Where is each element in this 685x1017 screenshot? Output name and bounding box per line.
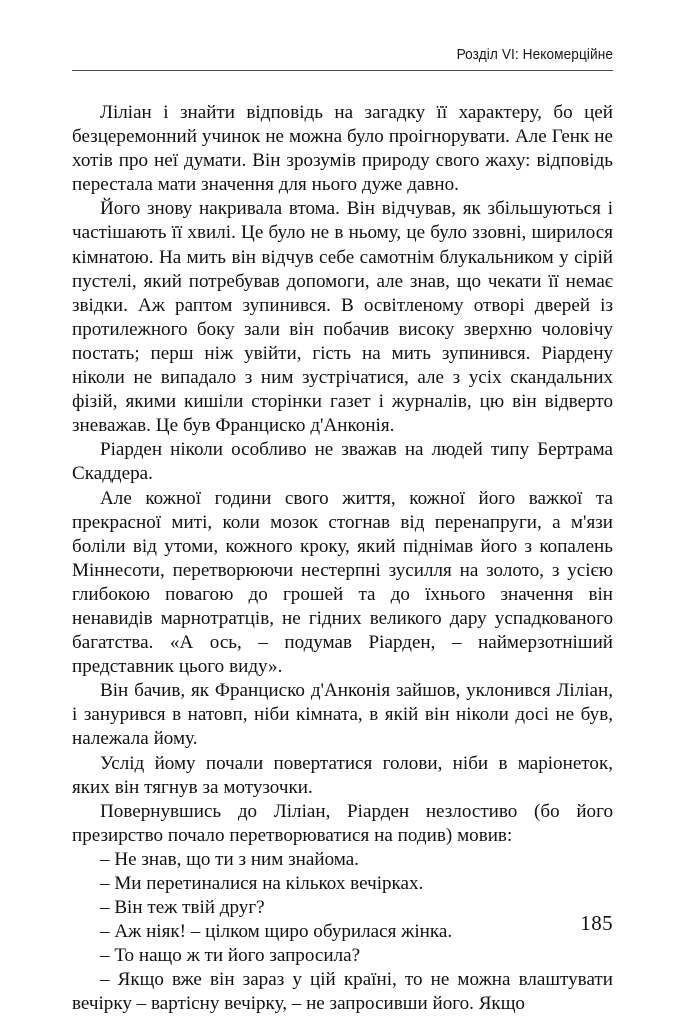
paragraph: Ріарден ніколи особливо не зважав на людей типу Бертрама Скаддера.: [72, 439, 613, 485]
running-header-title: Розділ VI: Некомерційне: [456, 47, 613, 63]
paragraph: Він бачив, як Франциско д'Анконія зайшов, уклонився Ліліан, і занурився в натовп, ніби кімната, в якій він ніколи досі не був, належала йому.: [72, 680, 613, 750]
page-number: 185: [580, 911, 613, 935]
dialogue-line: – Він теж твій друг?: [100, 897, 265, 919]
dialogue-line: – Не знав, що ти з ним знайома.: [100, 848, 359, 870]
paragraph: Ліліан і знайти відповідь на загадку її характеру, бо цей безцеремонний учинок не можна було проігнорувати. Але Генк не хотів про неї думати. Він зрозумів природу свого жаху: відповідь перестала мати значення для нього дуже давно.: [72, 102, 613, 196]
body-text-column: [72, 101, 613, 1017]
dialogue-line: – Аж ніяк! – цілком щиро обурилася жінка.: [100, 921, 453, 943]
paragraph: Повернувшись до Ліліан, Ріарден незлостиво (бо його презирство почало перетворюватися на подив) мовив:: [72, 800, 613, 846]
page-header: [72, 48, 613, 71]
dialogue-line: – Ми перетиналися на кількох вечірках.: [100, 873, 424, 894]
header-divider-rule: [72, 70, 613, 71]
paragraph: Услід йому почали повертатися голови, ніби в маріонеток, яких він тягнув за мотузочки.: [72, 752, 613, 798]
dialogue-line: – Якщо вже він зараз у цій країні, то не можна влаштувати вечірку – вартісну вечірку, – не запросивши його. Якщо: [72, 969, 613, 1015]
paragraph: Але кожної години свого життя, кожної його важкої та прекрасної миті, коли мозок стогнав від перенапруги, а м'язи боліли від утоми, кожного кроку, який піднімав його з копалень Міннесоти, перетворюючи нестерпні зусилля на золото, з усією глибокою повагою до грошей та до їхнього значення він ненавидів марнотратців, не гідних великого дару успадкованого багатства. «А ось, – подумав Ріарден, – наймерзотніший представник цього виду».: [72, 487, 613, 678]
dialogue-line: – То нащо ж ти його запросила?: [100, 945, 361, 967]
paragraph: Його знову накривала втома. Він відчував, як збільшуються і частішають її хвилі. Це було не в ньому, це було ззовні, ширилося кімнатою. На мить він відчув себе самотнім блукальником у сірій пустелі, який потребував допомоги, але знав, що чекати її немає звідки. Аж раптом зупинився. В освітленому отворі дверей із протилежного боку зали він побачив високу зверхню чоловічу постать; перш ніж увійти, гість на мить зупинився. Ріардену ніколи не випадало з ним зустрічатися, але з усіх скандальних фізій, якими кишіли сторінки газет і журналів, цю він відверто зневажав. Це був Франциско д'Анконія.: [72, 198, 613, 437]
